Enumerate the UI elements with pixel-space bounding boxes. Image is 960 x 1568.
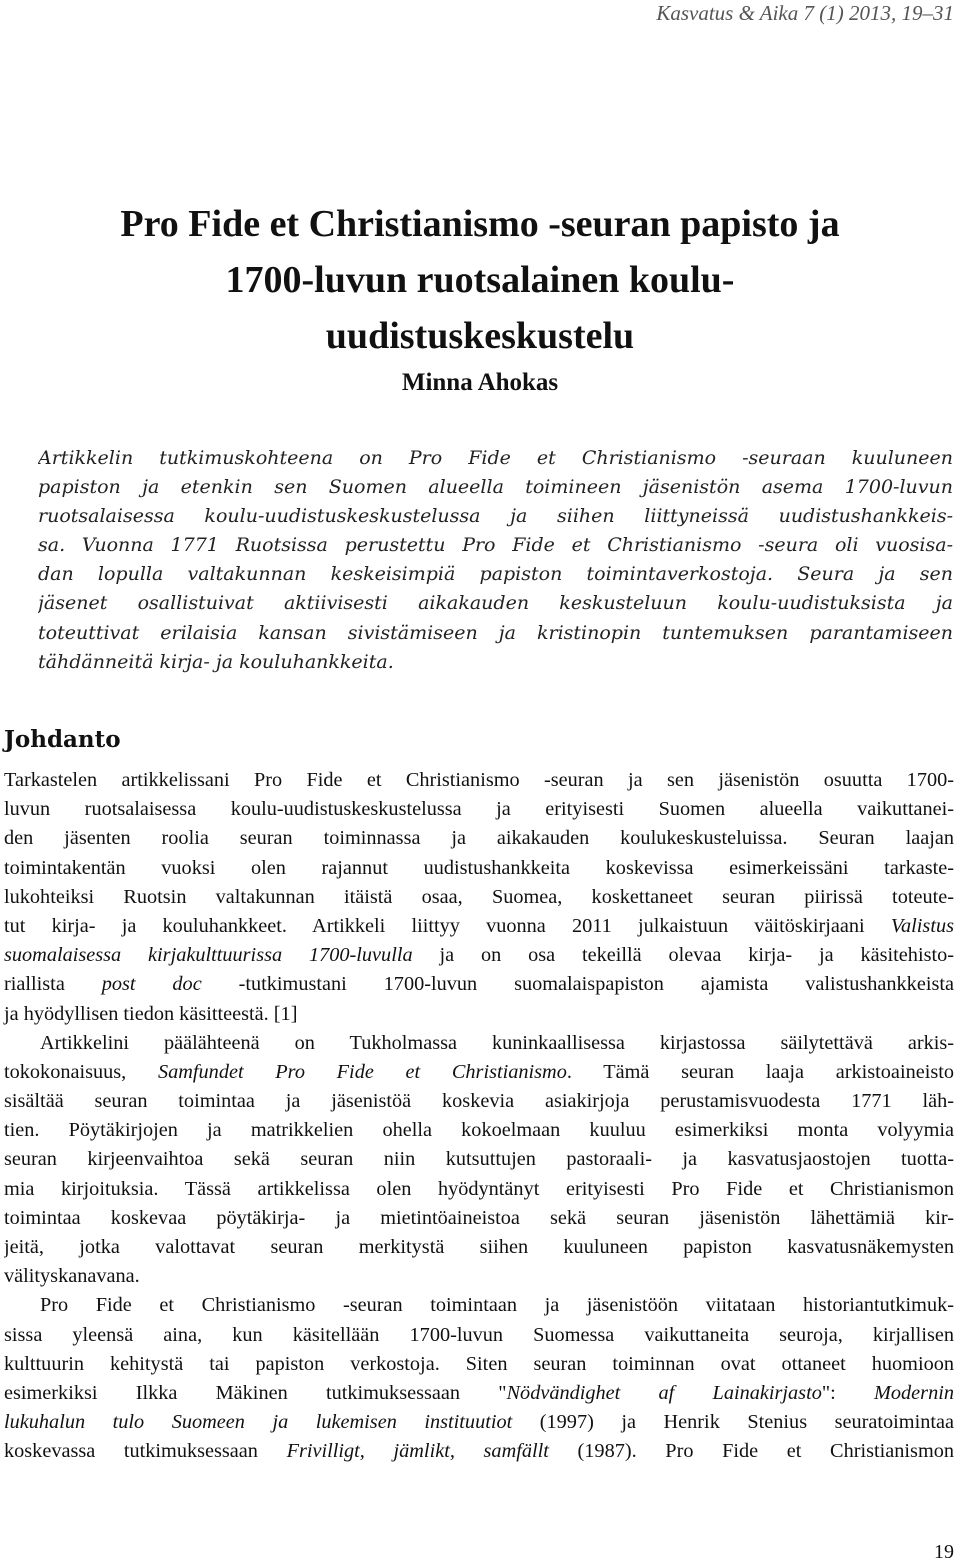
body-line [4,1437,954,1466]
page-number: 19 [934,1541,954,1563]
body-line [4,1379,954,1408]
body-text-run: riallista [4,973,102,996]
book-title-italic: Nödvändighet af Lainakirjasto [506,1381,822,1404]
body-line: seuran kirjeenvaihtoa sekä seuran niin kutsuttujen pastoraali- ja kasvatusjaostojen tuotta- [4,1148,954,1171]
title-line: 1700-luvun ruotsalainen koulu- [225,259,735,301]
body-line: sissa yleensä aina, kun käsitellään 1700-luvun Suomessa vaikuttaneita seuroja, kirjallisen [4,1323,954,1346]
abstract-line: tähdänneitä kirja- ja kouluhankkeita. [38,650,394,673]
body-line [4,941,954,970]
body-text [4,766,954,1467]
italic-term: post doc [101,973,202,996]
body-line: ja hyödyllisen tiedon käsitteestä. [1] [4,1002,298,1025]
body-line: tien. Pöytäkirjojen ja matrikkelien ohella kokoelmaan kuuluu esimerkiksi monta volyymia [4,1119,954,1142]
journal-running-head: Kasvatus & Aika 7 (1) 2013, 19–31 [656,1,954,25]
body-text-run: . Tämä seuran laaja arkistoaineisto [566,1060,954,1083]
book-title-italic: suomalaisessa kirjakulttuurissa 1700-luvulla [4,944,413,967]
abstract-line: dan lopulla valtakunnan keskeisimpiä papiston toimintaverkostoja. Seura ja sen [38,563,953,586]
body-text-run: -tutkimustani 1700-luvun suomalaispapiston ajamista valistushankkeista [201,973,954,996]
body-text-run: (1987). Pro Fide et Christianismon [548,1440,954,1463]
title-line: Pro Fide et Christianismo -seuran papisto ja [120,203,840,245]
body-text-run: esimerkiksi Ilkka Mäkinen tutkimuksessaan " [4,1381,507,1404]
abstract-line: toteuttivat erilaisia kansan sivistämiseen ja kristinopin tuntemuksen parantamiseen [38,621,953,644]
body-line [4,1058,954,1087]
body-line [4,970,954,999]
book-title-italic: Modernin [874,1381,954,1404]
body-line: jeitä, jotka valottavat seuran merkitystä siihen kuuluneen papiston kasvatusnäkemysten [4,1236,954,1258]
book-title-italic: Frivilligt, jämlikt, samfällt [286,1440,549,1463]
body-line: Artikkelini päälähteenä on Tukholmassa kuninkaallisessa kirjastossa säilytettävä arkis- [40,1031,954,1054]
article-title [30,196,930,364]
abstract-line: jäsenet osallistuivat aktiivisesti aikakauden keskusteluun koulu-uudistuksista ja [38,592,953,615]
body-line: toimintakentän vuoksi olen rajannut uudistushankkeita koskevissa esimerkeissäni tarkaste- [4,856,954,879]
body-text-run: (1997) ja Henrik Stenius seuratoimintaa [512,1411,954,1434]
abstract-line: ruotsalaisessa koulu-uudistuskeskustelussa ja siihen liittyneissä uudistushankkeis- [38,505,953,528]
title-line: uudistuskeskustelu [325,315,635,357]
body-text-run: tut kirja- ja kouluhankkeet. Artikkeli liittyy vuonna 2011 julkaistuun väitöskirjaani [4,914,891,937]
section-heading: Johdanto [4,726,121,753]
body-line: den jäsenten roolia seuran toiminnassa ja aikakauden koulukeskusteluissa. Seuran laajan [4,827,954,850]
body-text-run: tokokonaisuus, [4,1060,158,1083]
body-line: välityskanavana. [4,1265,140,1288]
body-line: kulttuurin kehitystä tai papiston verkostoja. Siten seuran toiminnan ovat ottaneet huomioon [4,1352,954,1375]
author-name: Minna Ahokas [401,369,559,396]
body-text-run: ": [821,1381,874,1404]
abstract [38,444,953,677]
body-line: Tarkastelen artikkelissani Pro Fide et Christianismo -seuran ja sen jäsenistön osuutta 1700- [4,769,954,791]
abstract-line: sa. Vuonna 1771 Ruotsissa perustettu Pro Fide et Christianismo -seura oli vuosisa- [38,534,953,557]
body-line: toimintaa koskevaa pöytäkirja- ja mietintöaineistoa sekä seuran jäsenistön lähettämiä kir- [4,1206,954,1229]
body-line: luvun ruotsalaisessa koulu-uudistuskeskustelussa ja erityisesti Suomen alueella vaikuttanei- [4,798,954,821]
body-text-run: ja on osa tekeillä olevaa kirja- ja käsitehisto- [412,944,954,967]
body-line: lukohteiksi Ruotsin valtakunnan itäistä osaa, Suomea, koskettaneet seuran piirissä toteute- [4,885,954,908]
body-line: sisältää seuran toimintaa ja jäsenistöä koskevia asiakirjoja perustamisvuodesta 1771 läh- [4,1090,954,1113]
book-title-italic: Valistus [890,914,954,937]
body-text-run: koskevassa tutkimuksessaan [4,1440,287,1463]
archive-title-italic: Samfundet Pro Fide et Christianismo [157,1060,567,1083]
abstract-line: papiston ja etenkin sen Suomen alueella toimineen jäsenistön asema 1700-luvun [38,476,953,499]
body-line: mia kirjoituksia. Tässä artikkelissa olen hyödyntänyt erityisesti Pro Fide et Christianismon [4,1177,954,1200]
body-line: Pro Fide et Christianismo -seuran toimintaan ja jäsenistöön viitataan historiantutkimuk- [40,1294,954,1317]
abstract-line: Artikkelin tutkimuskohteena on Pro Fide et Christianismo -seuraan kuuluneen [38,447,953,469]
body-line [4,912,954,941]
body-line [4,1408,954,1437]
book-title-italic: lukuhalun tulo Suomeen ja lukemisen instituutiot [4,1411,513,1434]
